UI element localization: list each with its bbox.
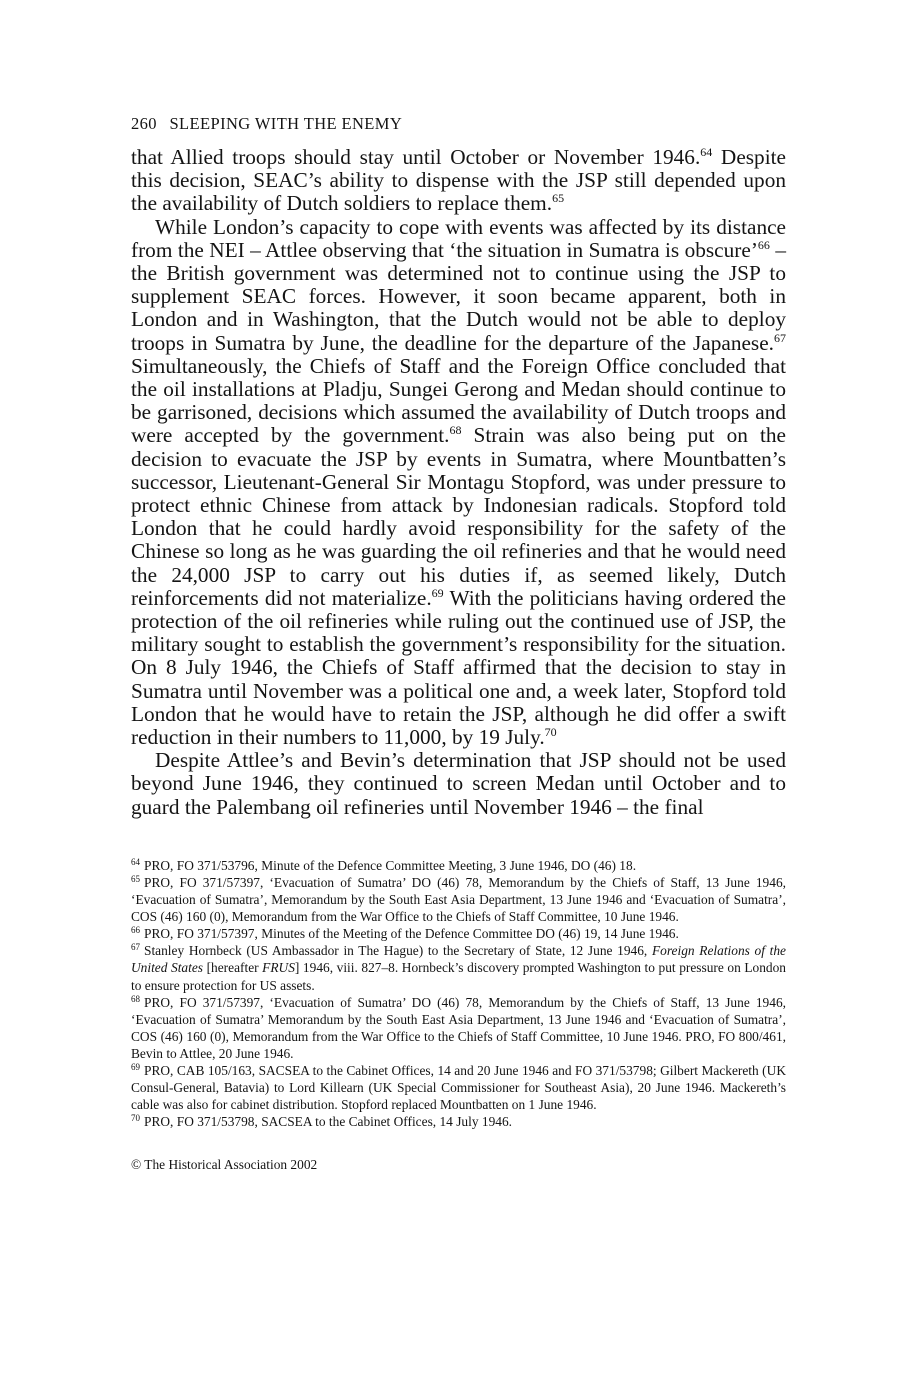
footnote-text: PRO, FO 371/57397, Minutes of the Meeting of the Defence Committee DO (46) 19, 14 June 1946. <box>144 926 679 942</box>
paragraph-3 <box>131 749 786 819</box>
footnote-text: Stanley Hornbeck (US Ambassador in The Hague) to the Secretary of State, 12 June 1946, <box>144 943 652 959</box>
footnote-68 <box>131 994 786 1062</box>
footnote-ref-66[interactable]: 66 <box>757 237 770 252</box>
text-run: Strain was also being put on the decision to evacuate the JSP by events in Sumatra, where Mountbatten’s successor, Lieutenant-General Sir Montagu Stopford, was under pressure to protect ethnic Chinese from attack by Indonesian radicals. Stopford told London that he could hardly avoid responsibility for the safety of the Chinese so long as he was guarding the oil refineries and that he would need the 24,000 JSP to carry out his duties if, as seemed likely, Dutch reinforcements did not materialize. <box>131 423 786 610</box>
paragraph-2 <box>131 216 786 750</box>
paragraph-1 <box>131 146 786 216</box>
text-run: Despite Attlee’s and Bevin’s determination that JSP should not be used beyond June 1946, they continued to screen Medan until October and to guard the Palembang oil refineries until November 1946 – the final <box>131 748 786 819</box>
footnote-ref-68[interactable]: 68 <box>449 423 462 438</box>
running-head <box>131 112 786 136</box>
footnote-italic-title: Foreign Relations of the United States <box>131 943 786 976</box>
footnote-text: PRO, FO 371/53796, Minute of the Defence Committee Meeting, 3 June 1946, DO (46) 18. <box>144 857 637 873</box>
text-run: Simultaneously, the Chiefs of Staff and the Foreign Office concluded that the oil installations at Pladju, Sungei Gerong and Medan should continue to be garrisoned, decisions which assumed the availability of Dutch troops and were accepted by the government. <box>131 353 786 448</box>
footnote-69 <box>131 1062 786 1113</box>
text-run: While London’s capacity to cope with events was affected by its distance from the NEI – Attlee observing that ‘the situation in Sumatra is obscure’ <box>131 214 786 262</box>
footnote-text: ] 1946, viii. 827–8. Hornbeck’s discovery prompted Washington to put pressure on London to ensure protection for US assets. <box>131 960 787 993</box>
footnote-text: PRO, FO 371/53798, SACSEA to the Cabinet Offices, 14 July 1946. <box>144 1114 513 1130</box>
footnote-ref-64[interactable]: 64 <box>700 145 713 159</box>
footnote-ref-69[interactable]: 69 <box>431 585 444 600</box>
footnote-70 <box>131 1113 786 1130</box>
footnote-number: 68 <box>131 993 140 1004</box>
footnote-text: PRO, FO 371/57397, ‘Evacuation of Sumatra’ DO (46) 78, Memorandum by the Chiefs of Staff, 13 June 1946, ‘Evacuation of Sumatra’, Memorandum by the South East Asia Department, 13 June 1946 and ‘Evacuation of Sumatra’, COS (46) 160 (0), Memorandum from the War Office to the Chiefs of Staff Committee, 10 June 1946. <box>131 874 786 925</box>
footnote-number: 65 <box>131 873 140 884</box>
footnote-number: 67 <box>131 942 140 953</box>
footnote-text: PRO, CAB 105/163, SACSEA to the Cabinet Offices, 14 and 20 June 1946 and FO 371/53798; Gilbert Mackereth (UK Consul-General, Batavia) to Lord Killearn (UK Special Commissioner for Southeast Asia), 20 June 1946. Mackereth’s cable was also for cabinet distribution. Stopford replaced Mountbatten on 1 June 1946. <box>131 1063 786 1113</box>
footnote-ref-70[interactable]: 70 <box>544 725 557 740</box>
body-text <box>131 146 786 819</box>
footnote-italic-abbrev: FRUS <box>262 960 295 976</box>
copyright-notice: © The Historical Association 2002 <box>131 1157 318 1173</box>
footnote-number: 69 <box>131 1062 140 1073</box>
text-run: With the politicians having ordered the protection of the oil refineries while ruling out the continued use of JSP, the military sought to establish the government’s responsibility for the situation. On 8 July 1946, the Chiefs of Staff affirmed that the decision to stay in Sumatra until November was a political one and, a week later, Stopford told London that he would have to retain the JSP, although he did offer a swift reduction in their numbers to 11,000, by 19 July. <box>131 585 786 750</box>
text-run: – the British government was determined not to continue using the JSP to supplement SEAC forces. However, it soon became apparent, both in London and in Washington, that the Dutch would not be able to deploy troops in Sumatra by June, the deadline for the departure of the Japanese. <box>131 237 786 355</box>
footnote-text: [hereafter <box>203 960 263 976</box>
footnote-66 <box>131 925 786 942</box>
footnote-ref-65[interactable]: 65 <box>552 191 565 206</box>
footnote-67 <box>131 942 786 993</box>
footnote-text: PRO, FO 371/57397, ‘Evacuation of Sumatra’ DO (46) 78, Memorandum by the Chiefs of Staff, 13 June 1946, ‘Evacuation of Sumatra’ Memorandum by the South East Asia Department, 13 June 1946 and ‘Evacuation of Sumatra’, COS (46) 160 (0), Memorandum from the War Office to the Chiefs of Staff Committee, 10 June 1946. PRO, FO 800/461, Bevin to Attlee, 20 June 1946. <box>131 994 786 1061</box>
book-page <box>131 112 786 1173</box>
footnote-65 <box>131 874 786 925</box>
text-run: that Allied troops should stay until October or November 1946. <box>131 145 701 169</box>
footnote-number: 64 <box>131 856 140 867</box>
footnote-number: 66 <box>131 925 140 936</box>
footnote-ref-67[interactable]: 67 <box>774 330 786 345</box>
page-number: 260 <box>131 114 157 133</box>
footnote-number: 70 <box>131 1113 140 1124</box>
running-title: SLEEPING WITH THE ENEMY <box>169 114 403 133</box>
footnote-64 <box>131 857 786 874</box>
footnotes <box>131 857 786 1131</box>
text-run: Despite this decision, SEAC’s ability to dispense with the JSP still depended upon the availability of Dutch soldiers to replace them. <box>131 145 786 216</box>
